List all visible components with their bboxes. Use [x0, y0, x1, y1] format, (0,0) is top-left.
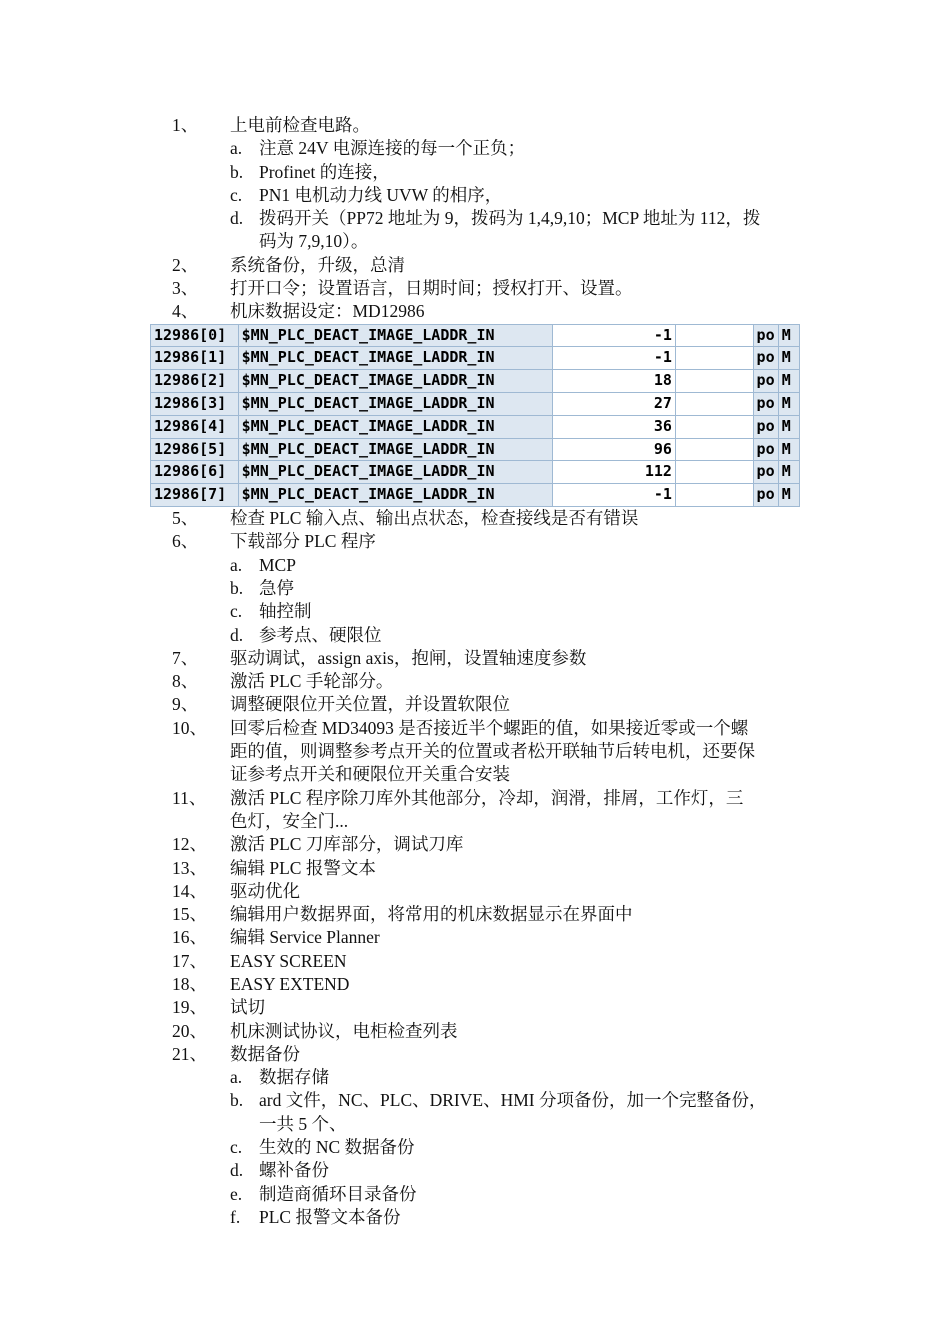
md-table-row	[151, 438, 800, 461]
md-unit: po	[753, 393, 778, 416]
sub-item-text: 急停	[259, 577, 294, 598]
md-flag: M	[778, 461, 799, 484]
md-table-row	[151, 484, 800, 507]
md-blank	[675, 438, 753, 461]
sub-item-letter: b.	[230, 161, 244, 182]
md-blank	[675, 461, 753, 484]
list-item	[0, 300, 950, 323]
item-text: 上电前检查电路。	[230, 115, 370, 135]
item-number: 20、	[172, 1020, 207, 1041]
item-number: 19、	[172, 997, 207, 1018]
md-index: 12986[5]	[151, 438, 239, 461]
item-number: 13、	[172, 857, 207, 878]
md-value: -1	[553, 324, 676, 347]
sub-list-item	[0, 207, 950, 230]
md-blank	[675, 415, 753, 438]
list-item	[0, 647, 950, 670]
sub-item-letter: b.	[230, 577, 244, 598]
sub-item-letter: e.	[230, 1183, 243, 1204]
item-text: 激活 PLC 刀库部分，调试刀库	[230, 834, 464, 855]
sub-item-text: 轴控制	[259, 601, 312, 622]
list-item	[0, 693, 950, 716]
item-text: 编辑 PLC 报警文本	[230, 857, 376, 878]
list-item	[0, 717, 950, 740]
md-blank	[675, 393, 753, 416]
md-value: 18	[553, 370, 676, 393]
sub-item-letter: c.	[230, 184, 243, 205]
item-number: 12、	[172, 834, 207, 855]
md-unit: po	[753, 324, 778, 347]
md-value: 96	[553, 438, 676, 461]
sub-list-item	[0, 1089, 950, 1112]
list-item	[0, 670, 950, 693]
item-number: 17、	[172, 950, 207, 971]
sub-item-text: PLC 报警文本备份	[259, 1206, 401, 1227]
sub-list-item-continuation	[0, 230, 950, 253]
md-unit: po	[753, 484, 778, 507]
item-number: 9、	[172, 694, 199, 715]
sub-list-item	[0, 1206, 950, 1229]
md-index: 12986[0]	[151, 324, 239, 347]
list-item	[0, 254, 950, 277]
list-item-continuation	[0, 763, 950, 786]
list-item	[0, 114, 950, 137]
item-text: 调整硬限位开关位置，并设置软限位	[230, 694, 510, 715]
md-name: $MN_PLC_DEACT_IMAGE_LADDR_IN	[238, 438, 552, 461]
md-blank	[675, 484, 753, 507]
sub-item-letter: c.	[230, 1137, 243, 1158]
sub-item-text: PN1 电机动力线 UVW 的相序，	[259, 184, 503, 205]
sub-item-text: 参考点、硬限位	[259, 624, 382, 645]
item-number: 8、	[172, 671, 199, 692]
md-index: 12986[3]	[151, 393, 239, 416]
item-number: 14、	[172, 880, 207, 901]
list-item	[0, 880, 950, 903]
md-name: $MN_PLC_DEACT_IMAGE_LADDR_IN	[238, 347, 552, 370]
md-value: 27	[553, 393, 676, 416]
md-flag: M	[778, 370, 799, 393]
item-number: 6、	[172, 531, 199, 552]
list-item	[0, 903, 950, 926]
md-unit: po	[753, 370, 778, 393]
md-name: $MN_PLC_DEACT_IMAGE_LADDR_IN	[238, 393, 552, 416]
sub-item-letter: a.	[230, 1067, 243, 1088]
md-flag: M	[778, 393, 799, 416]
list-item	[0, 996, 950, 1019]
md-value: 36	[553, 415, 676, 438]
item-text: 试切	[230, 997, 265, 1018]
item-number: 3、	[172, 278, 199, 299]
item-text: 检查 PLC 输入点、输出点状态，检查接线是否有错误	[230, 508, 639, 529]
md-value: -1	[553, 484, 676, 507]
item-text: 编辑用户数据界面，将常用的机床数据显示在界面中	[230, 904, 633, 925]
item-text: 色灯，安全门...	[230, 810, 349, 831]
item-number: 5、	[172, 508, 199, 529]
md-value: 112	[553, 461, 676, 484]
item-text: 驱动优化	[230, 880, 300, 901]
sub-item-text: MCP	[259, 554, 296, 575]
sub-item-letter: c.	[230, 601, 243, 622]
md-index: 12986[1]	[151, 347, 239, 370]
md-flag: M	[778, 347, 799, 370]
md-unit: po	[753, 347, 778, 370]
sub-list-item-continuation	[0, 1113, 950, 1136]
sub-item-text: 码为 7,9,10）。	[259, 231, 369, 252]
md-unit: po	[753, 461, 778, 484]
md-blank	[675, 370, 753, 393]
item-number: 21、	[172, 1043, 207, 1064]
item-text: 回零后检查 MD34093 是否接近半个螺距的值，如果接近零或一个螺	[230, 717, 749, 738]
item-text: 驱动调试，assign axis，抱闸，设置轴速度参数	[230, 647, 587, 668]
sub-item-letter: d.	[230, 624, 244, 645]
sub-list-item	[0, 554, 950, 577]
list-item	[0, 926, 950, 949]
item-number: 2、	[172, 254, 199, 275]
item-number: 1、	[172, 115, 199, 135]
list-item	[0, 1043, 950, 1066]
item-number: 16、	[172, 927, 207, 948]
item-text: 激活 PLC 手轮部分。	[230, 671, 394, 692]
md-unit: po	[753, 415, 778, 438]
sub-item-text: 注意 24V 电源连接的每一个正负；	[259, 138, 526, 159]
item-text: 编辑 Service Planner	[230, 927, 380, 948]
sub-list-item	[0, 577, 950, 600]
list-item	[0, 950, 950, 973]
item-number: 15、	[172, 904, 207, 925]
list-item	[0, 507, 950, 530]
machine-data-table	[150, 324, 800, 507]
sub-list-item	[0, 161, 950, 184]
md-flag: M	[778, 484, 799, 507]
list-item	[0, 530, 950, 553]
sub-item-text: ard 文件，NC、PLC、DRIVE、HMI 分项备份，加一个完整备份，	[259, 1090, 767, 1111]
item-number: 11、	[172, 787, 207, 808]
list-item-continuation	[0, 740, 950, 763]
sub-list-item	[0, 624, 950, 647]
md-index: 12986[2]	[151, 370, 239, 393]
sub-item-text: 一共 5 个、	[259, 1113, 347, 1134]
md-value: -1	[553, 347, 676, 370]
item-text: 打开口令；设置语言，日期时间；授权打开、设置。	[230, 278, 633, 299]
sub-item-text: 拨码开关（PP72 地址为 9，拨码为 1,4,9,10；MCP 地址为 112，拨	[259, 208, 761, 229]
md-index: 12986[4]	[151, 415, 239, 438]
list-item	[0, 1020, 950, 1043]
sub-item-letter: d.	[230, 1160, 244, 1181]
sub-item-text: 螺补备份	[259, 1160, 329, 1181]
md-table-row	[151, 324, 800, 347]
sub-list-item	[0, 137, 950, 160]
sub-item-letter: f.	[230, 1206, 241, 1227]
item-number: 18、	[172, 973, 207, 994]
sub-item-letter: a.	[230, 554, 243, 575]
md-table-row	[151, 415, 800, 438]
item-text: 距的值，则调整参考点开关的位置或者松开联轴节后转电机，还要保	[230, 741, 755, 762]
list-item-continuation	[0, 810, 950, 833]
md-flag: M	[778, 324, 799, 347]
list-item	[0, 787, 950, 810]
list-item	[0, 857, 950, 880]
md-index: 12986[7]	[151, 484, 239, 507]
item-text: 下载部分 PLC 程序	[230, 531, 376, 552]
sub-item-letter: b.	[230, 1090, 244, 1111]
sub-list-item	[0, 1183, 950, 1206]
item-text: 激活 PLC 程序除刀库外其他部分，冷却，润滑，排屑，工作灯，三	[230, 787, 744, 808]
item-number: 10、	[172, 717, 207, 738]
md-table-row	[151, 393, 800, 416]
sub-list-item	[0, 1066, 950, 1089]
sub-item-text: 生效的 NC 数据备份	[259, 1137, 415, 1158]
item-text: 数据备份	[230, 1043, 300, 1064]
md-blank	[675, 347, 753, 370]
item-text: EASY EXTEND	[230, 973, 350, 994]
item-text: 证参考点开关和硬限位开关重合安装	[230, 764, 510, 785]
sub-item-text: 数据存储	[259, 1067, 329, 1088]
item-text: EASY SCREEN	[230, 950, 347, 971]
item-text: 系统备份，升级，总清	[230, 254, 405, 275]
md-table-row	[151, 370, 800, 393]
md-name: $MN_PLC_DEACT_IMAGE_LADDR_IN	[238, 484, 552, 507]
md-flag: M	[778, 438, 799, 461]
md-table-row	[151, 347, 800, 370]
document-body	[0, 114, 950, 1229]
item-text: 机床数据设定：MD12986	[230, 301, 425, 322]
md-table-row	[151, 461, 800, 484]
md-flag: M	[778, 415, 799, 438]
list-item	[0, 833, 950, 856]
item-number: 7、	[172, 647, 199, 668]
md-name: $MN_PLC_DEACT_IMAGE_LADDR_IN	[238, 370, 552, 393]
sub-item-text: Profinet 的连接，	[259, 161, 390, 182]
md-name: $MN_PLC_DEACT_IMAGE_LADDR_IN	[238, 324, 552, 347]
list-item	[0, 973, 950, 996]
md-index: 12986[6]	[151, 461, 239, 484]
sub-list-item	[0, 184, 950, 207]
sub-list-item	[0, 1136, 950, 1159]
md-unit: po	[753, 438, 778, 461]
item-number: 4、	[172, 301, 199, 322]
md-name: $MN_PLC_DEACT_IMAGE_LADDR_IN	[238, 461, 552, 484]
sub-item-letter: a.	[230, 138, 243, 159]
md-name: $MN_PLC_DEACT_IMAGE_LADDR_IN	[238, 415, 552, 438]
sub-list-item	[0, 600, 950, 623]
md-blank	[675, 324, 753, 347]
sub-item-text: 制造商循环目录备份	[259, 1183, 417, 1204]
item-text: 机床测试协议，电柜检查列表	[230, 1020, 458, 1041]
list-item	[0, 277, 950, 300]
sub-list-item	[0, 1159, 950, 1182]
sub-item-letter: d.	[230, 208, 244, 229]
